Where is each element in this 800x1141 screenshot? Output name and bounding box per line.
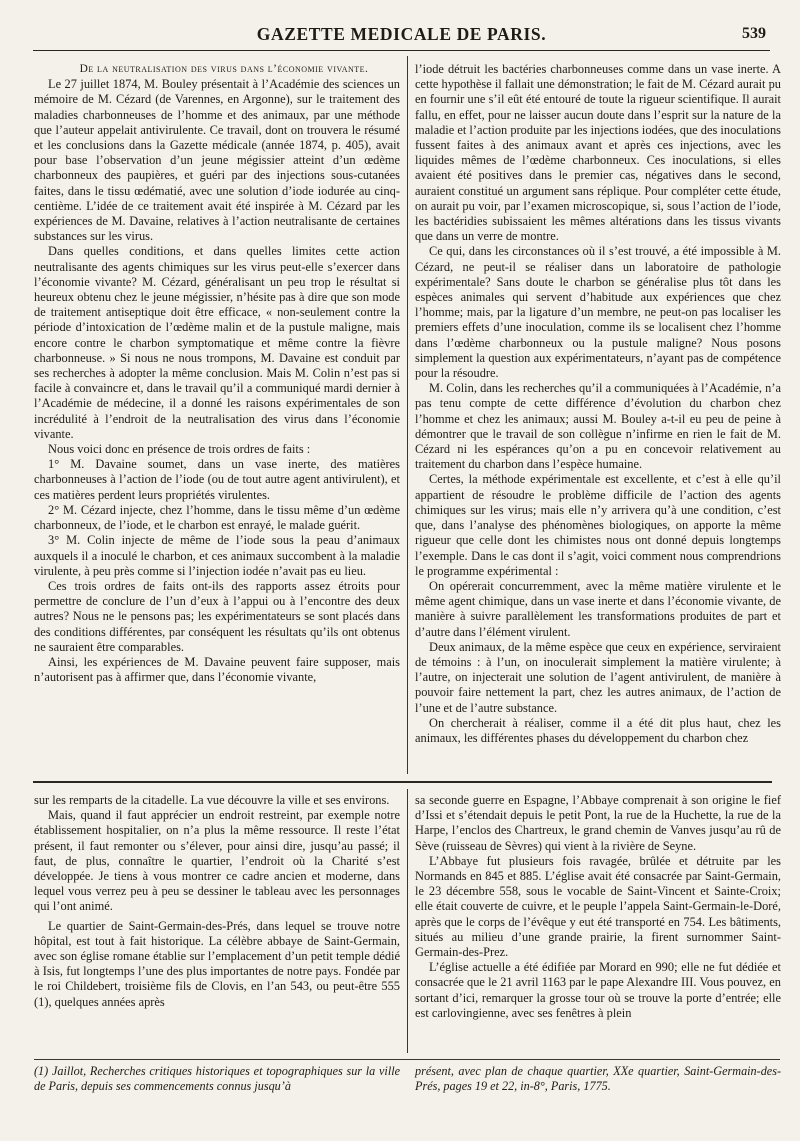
paragraph: sur les remparts de la citadelle. La vue découvre la ville et ses environs.: [34, 793, 390, 807]
journal-title: GAZETTE MEDICALE DE PARIS.: [256, 24, 547, 44]
paragraph: On opérerait concurremment, avec la même matière virulente et le même agent chimique, dans un vase inerte et dans l’économie vivante, de manière à suivre parallèlement les transformations produites de part et d’autre dans l’élément virulent.: [415, 578, 781, 639]
footnote-rule: [34, 1059, 780, 1060]
paragraph: Le quartier de Saint-Germain-des-Prés, dans lequel se trouve notre hôpital, est tout à fait historique. La célèbre abbaye de Saint-Germain, avec son église romane établie sur l’emplacement d’un petit temple dédié à Isis, fut longtemps l’une des plus importantes de notre pays. Fondée par le roi Childebert, troisième fils de Clovis, en l’an 543, ou peut-être 555 (1), quelques années après: [34, 918, 400, 1009]
paragraph: On chercherait à réaliser, comme il a été dit plus haut, chez les animaux, les différentes phases du développement du charbon chez: [415, 715, 781, 745]
paragraph: Nous voici donc en présence de trois ordres de faits :: [48, 442, 311, 457]
paragraph: Ainsi, les expériences de M. Davaine peuvent faire supposer, mais n’autorisent pas à affirmer que, dans l’économie vivante,: [34, 654, 400, 685]
column-divider: [407, 789, 408, 1053]
footnote-text: (1) Jaillot, Recherches critiques historiques et topographiques sur la ville de Paris, depuis ses commencements connus jusqu’à: [34, 1064, 400, 1093]
page-number: 539: [742, 25, 766, 42]
paragraph: 2° M. Cézard injecte, chez l’homme, dans le tissu même d’un œdème charbonneux, de l’iode, et le charbon est enrayé, le malade guérit.: [34, 502, 400, 533]
paragraph: L’Abbaye fut plusieurs fois ravagée, brûlée et détruite par les Normands en 845 et 885. L’église avait été consacrée par Saint-Germain, le 23 décembre 558, sous le vocable de Saint-Vincent et Sainte-Croix; elle était couverte de cuivre, et le peuple l’appela Saint-Germain-le-Doré, après que le corps de l’évêque y eut été transporté en 754. Les bâtiments, situés au milieu d’une grande prairie, la firent surnommer Saint-Germain-des-Prez.: [415, 853, 781, 960]
paragraph: l’iode détruit les bactéries charbonneuses comme dans un vase inerte. A cette hypothèse il fallait une démonstration; le fait de M. Cézard aurait pu en fournir une s’il eût été entouré de toute la rigueur scientifique. Il aurait fallu, en effet, pour ne laisser aucun doute dans l’esprit sur la nature de la maladie et l’action produite par les injections iodées, que des inoculations fussent faites à des animaux avant et après ces injections, avec les liquides mêmes de l’œdème charbonneux. Ces inoculations, si elles avaient été positives dans le premier cas, négatives dans le second, auraient constitué un argument sans réplique. Pour compléter cette étude, on aurait pu voir, par l’examen microscopique, si, sous l’action de l’iode, les bactéridies subissaient les mêmes altérations dans les tissus vivants que dans un verre de montre.: [415, 62, 781, 244]
paragraph: Deux animaux, de la même espèce que ceux en expérience, serviraient de témoins : à l’un, on inoculerait simplement la matière virulente; à l’autre, on injecterait une solution de l’agent antivirulent, de manière à pouvoir faire nettement la part, chez les autres animaux, de l’action de l’une et de l’autre substance.: [415, 639, 781, 715]
feuilleton-column-right: [415, 793, 781, 1055]
footnote-right: [415, 1064, 781, 1094]
paragraph: 3° M. Colin injecte de même de l’iode sous la peau d’animaux auxquels il a inoculé le charbon, et ces animaux succombent à la maladie virulente, à peu près comme si l’injection iodée n’avait pas eu lieu.: [34, 533, 400, 578]
paragraph: Le 27 juillet 1874, M. Bouley présentait à l’Académie des sciences un mémoire de M. Cézard (de Varennes, en Argonne), sur le traitement des maladies charbonneuses de l’homme et des animaux, par une méthode que l’auteur appelait antivirulente. Ce travail, dont on trouvera le résumé et les conclusions dans la Gazette médicale (année 1874, p. 405), avait pour base l’observation d’un jeune mégissier atteint d’un œdème charbonneux des paupières, et guéri par des injections sous-cutanées faites, dans le tissu œdématié, avec une solution d’iode iodurée au cinq-centième. L’idée de ce traitement avait été inspirée à M. Cézard par les expériences de M. Davaine, relatives à l’action neutralisante de certaines substances sur les virus.: [34, 77, 400, 244]
paragraph: M. Colin, dans les recherches qu’il a communiquées à l’Académie, n’a pas tenu compte de cette différence d’évolution du charbon chez l’homme et chez les animaux; aussi M. Bouley a-t-il eu peu de peine à démontrer que le travail de son collègue n’infirme en rien le fait de M. Cézard ni les espérances qu’on a pu en concevoir relativement au traitement du charbon dans l’espèce humaine.: [415, 381, 781, 472]
paragraph: Ces trois ordres de faits ont-ils des rapports assez étroits pour permettre de conclure de l’un d’eux à l’appui ou à l’encontre des deux autres? Nous ne le pensons pas; les expérimentateurs se sont placés dans des conditions différentes, par conséquent les résultats qu’ils ont obtenus ne sauraient être comparables.: [34, 578, 400, 654]
paragraph: Mais, quand il faut apprécier un endroit restreint, par exemple notre établissement hospitalier, on n’a plus la même ressource. Il reste l’état présent, il faut remonter ou s’élever, pour ainsi dire, jusqu’au passé; il faut, de plus, connaître le quartier, l’endroit où la Charité s’est développée. Je tiens à vous montrer ce cadre ancien et moderne, dans lequel vous verrez peu à peu se dessiner le tableau avec les personnages qui l’ont animé.: [34, 808, 400, 914]
article-column-right: [415, 62, 781, 774]
paragraph: 1° M. Davaine soumet, dans un vase inerte, des matières charbonneuses à l’action de l’iode (ou de tout autre agent antivirulent), et ces matières perdent leurs propriétés virulentes.: [34, 457, 400, 502]
feuilleton-column-left: [34, 793, 400, 1055]
paragraph: Ce qui, dans les circonstances où il s’est trouvé, a été impossible à M. Cézard, ne peut-il se réaliser dans un laboratoire de pathologie expérimentale? Sans doute le charbon se généralise plus tôt dans les espèces animales qui servent d’habitude aux expériences que chez l’homme; mais, par la ligature d’un membre, ne peut-on pas localiser les premiers effets d’une inoculation, comme ils se localisent chez l’homme dans l’œdème charbonneux ou la pustule maligne? Nous posons simplement la question aux expérimentateurs, n’ayant pas de compétence pour la résoudre.: [415, 244, 781, 381]
article-title: De la neutralisation des virus dans l’économie vivante.: [79, 63, 369, 75]
paragraph: Dans quelles conditions, et dans quelles limites cette action neutralisante des agents chimiques sur les virus peut-elle s’exercer dans l’économie vivante? M. Cézard, généralisant un peu trop le résultat si heureux obtenu chez le jeune mégissier, n’hésite pas à dire que son mode de traitement antiseptique doit être efficace, « non-seulement contre la période d’intoxication de l’œdème malin et de la pustule maligne, mais encore contre le charbon symptomatique et même contre la fièvre charbonneuse. » Si nous ne nous trompons, M. Davaine est conduit par ses recherches à adopter la même conclusion. Mais M. Colin n’est pas si facile à convaincre et, dans le travail qu’il a communiqué mardi dernier à l’Académie de médecine, il a donné les raisons expérimentales de son incrédulité à l’endroit de la neutralisation des virus dans l’économie vivante.: [34, 244, 400, 441]
page-header: [33, 22, 770, 51]
column-divider: [407, 56, 408, 774]
footnote-left: [34, 1064, 400, 1094]
paragraph: Certes, la méthode expérimentale est excellente, et c’est à elle qu’il appartient de résoudre le problème difficile de l’action des agents chimiques sur les virus; mais elle n’y arrivera qu’à une condition, c’est que, dans l’analyse des phénomènes biologiques, on apporte la même rigueur que celle dont les chimistes nous ont donné depuis longtemps l’exemple. Dans le cas dont il s’agit, voici comment nous comprendrions le programme expérimental :: [415, 472, 781, 578]
paragraph: sa seconde guerre en Espagne, l’Abbaye comprenait à son origine le fief d’Issi et s’étendait depuis le petit Pont, la rue de la Huchette, la rue de la Harpe, l’enclos des Chartreux, le grand chemin de Vanves jusqu’au rû de Sève (ruisseau de Sèvres) qui vient à la rivière de Seyne.: [415, 793, 781, 853]
footnote-text: présent, avec plan de chaque quartier, XXe quartier, Saint-Germain-des-Prés, pages 19 et 22, in-8°, Paris, 1775.: [415, 1064, 781, 1093]
feuilleton-separator: [33, 781, 772, 783]
paragraph: L’église actuelle a été édifiée par Morard en 990; elle ne fut dédiée et consacrée que le 21 avril 1163 par le pape Alexandre III. Vous pouvez, en sortant d’ici, remarquer la grosse tour où se trouve la porte d’entrée; elle est carlovingienne, avec ses fenêtres à plein: [415, 960, 781, 1020]
article-column-left: [34, 62, 400, 774]
